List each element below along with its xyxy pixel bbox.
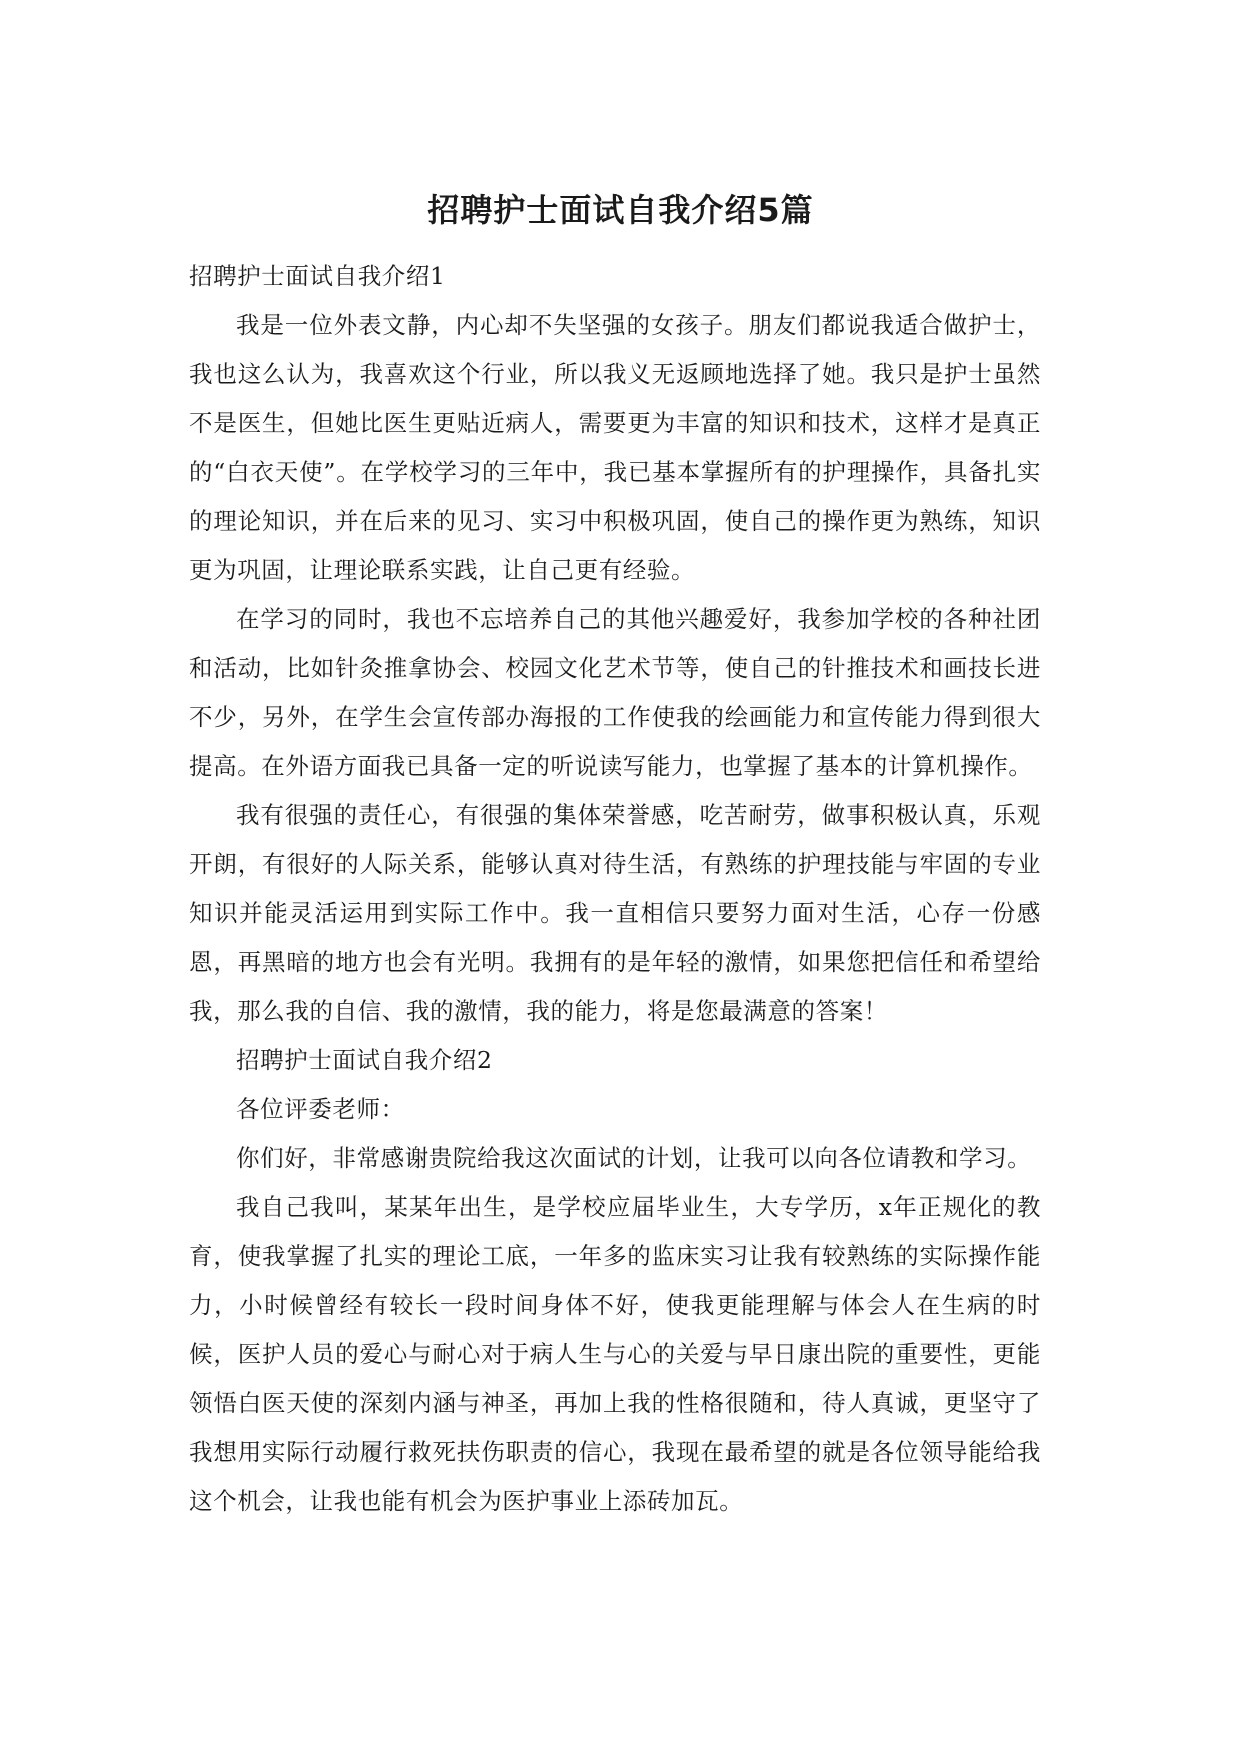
section-heading-1: 招聘护士面试自我介绍1: [189, 262, 446, 290]
document-body: [189, 252, 1041, 1526]
section-heading-2: 招聘护士面试自我介绍2: [236, 1046, 493, 1074]
paragraph: 我是一位外表文静，内心却不失坚强的女孩子。朋友们都说我适合做护士，我也这么认为，我喜欢这个行业，所以我义无返顾地选择了她。我只是护士虽然不是医生，但她比医生更贴近病人，需要更为丰富的知识和技术，这样才是真正的“白衣天使”。在学校学习的三年中，我已基本掌握所有的护理操作，具备扎实的理论知识，并在后来的见习、实习中积极巩固，使自己的操作更为熟练，知识更为巩固，让理论联系实践，让自己更有经验。: [189, 311, 1041, 584]
paragraph: 在学习的同时，我也不忘培养自己的其他兴趣爱好，我参加学校的各种社团和活动，比如针灸推拿协会、校园文化艺术节等，使自己的针推技术和画技长进不少，另外，在学生会宣传部办海报的工作使我的绘画能力和宣传能力得到很大提高。在外语方面我已具备一定的听说读写能力，也掌握了基本的计算机操作。: [189, 605, 1041, 780]
document-title: 招聘护士面试自我介绍5篇: [427, 191, 814, 229]
paragraph: 我有很强的责任心，有很强的集体荣誉感，吃苦耐劳，做事积极认真，乐观开朗，有很好的人际关系，能够认真对待生活，有熟练的护理技能与牢固的专业知识并能灵活运用到实际工作中。我一直相信只要努力面对生活，心存一份感恩，再黑暗的地方也会有光明。我拥有的是年轻的激情，如果您把信任和希望给我，那么我的自信、我的激情，我的能力，将是您最满意的答案！: [189, 801, 1041, 1025]
paragraph: 你们好，非常感谢贵院给我这次面试的计划，让我可以向各位请教和学习。: [236, 1144, 1032, 1172]
salutation: 各位评委老师：: [236, 1095, 405, 1123]
paragraph: 我自己我叫，某某年出生，是学校应届毕业生，大专学历，x年正规化的教育，使我掌握了扎实的理论工底，一年多的监床实习让我有较熟练的实际操作能力，小时候曾经有较长一段时间身体不好，使我更能理解与体会人在生病的时候，医护人员的爱心与耐心对于病人生与心的关爱与早日康出院的重要性，更能领悟白医天使的深刻内涵与神圣，再加上我的性格很随和，待人真诚，更坚守了我想用实际行动履行救死扶伤职责的信心，我现在最希望的就是各位领导能给我这个机会，让我也能有机会为医护事业上添砖加瓦。: [189, 1193, 1041, 1515]
